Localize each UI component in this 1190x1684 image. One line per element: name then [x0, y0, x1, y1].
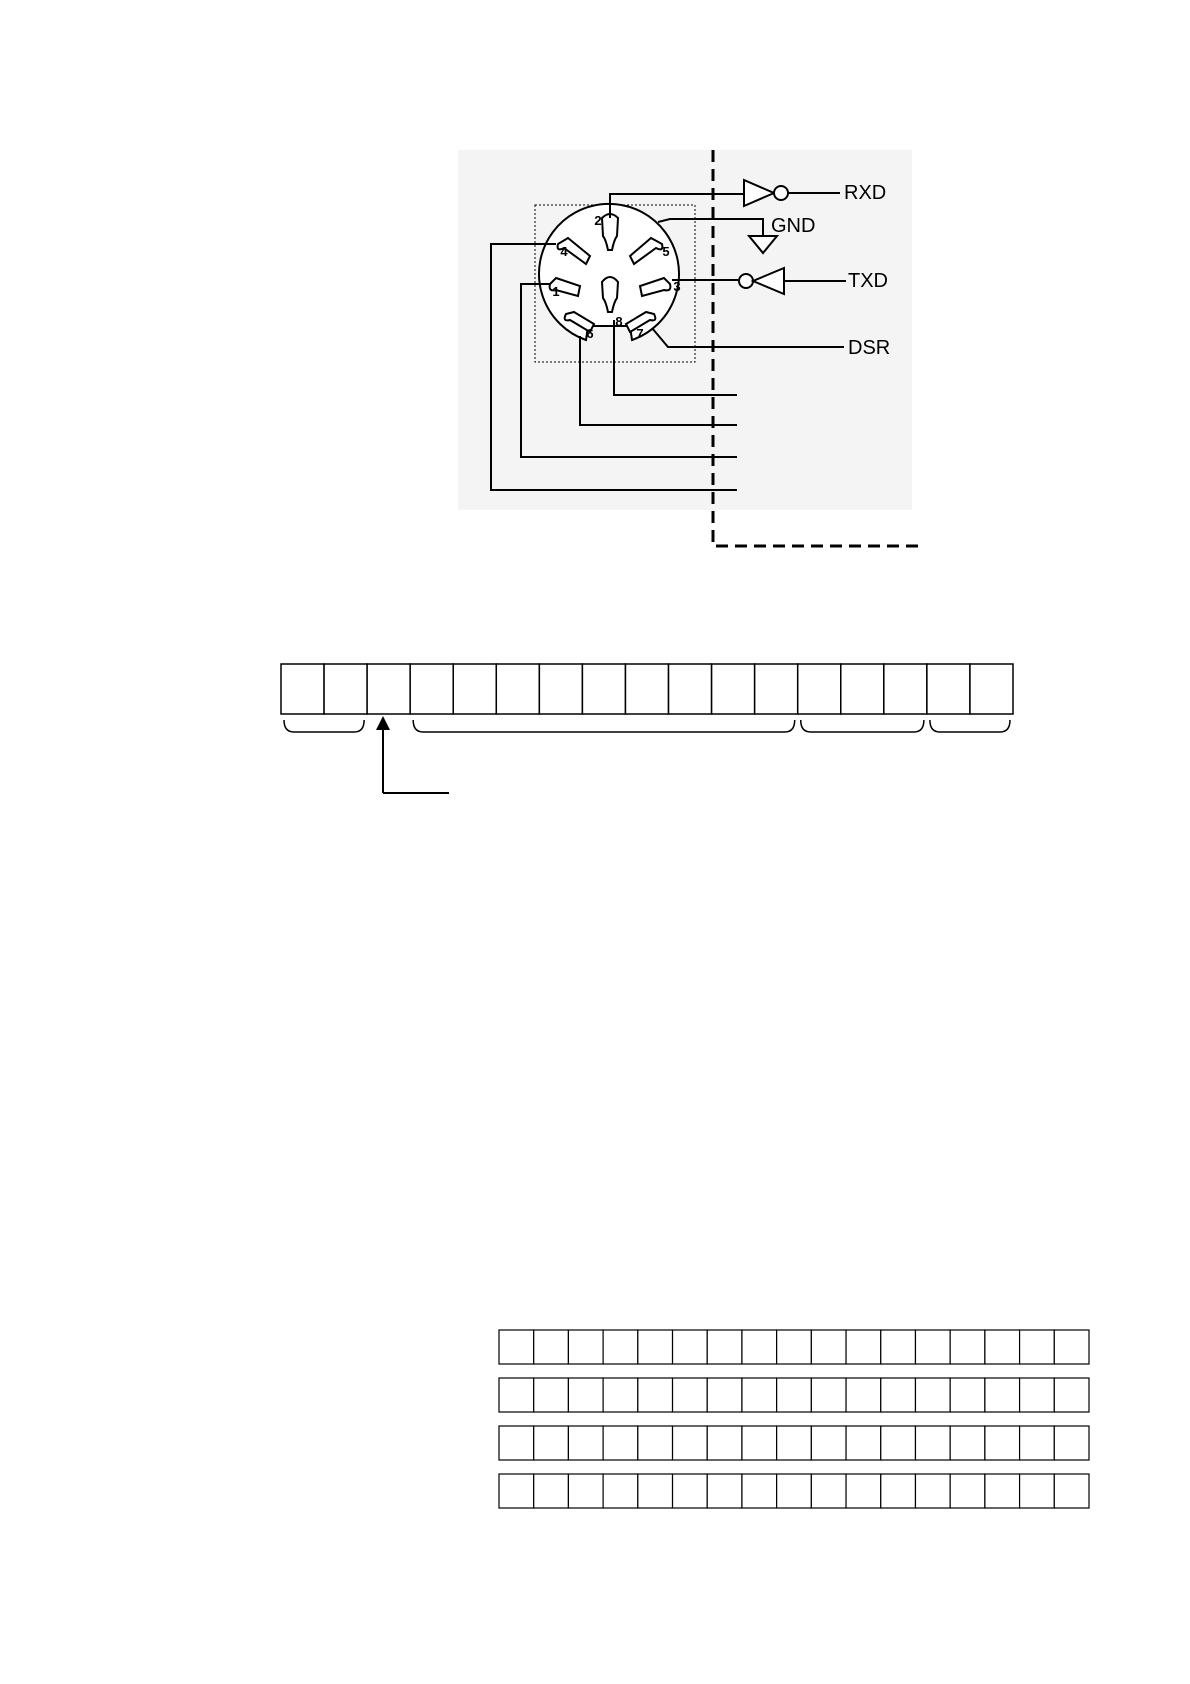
signal-label-dsr: DSR: [848, 337, 891, 359]
grid-cell: [950, 1426, 985, 1460]
grid-cell: [881, 1426, 916, 1460]
grid-cell: [499, 1330, 534, 1364]
grid-cell: [638, 1378, 673, 1412]
grid-cell: [1020, 1426, 1055, 1460]
pin-number-7: 7: [636, 326, 644, 341]
grid-cell: [1020, 1474, 1055, 1508]
pin-number-2: 2: [594, 213, 602, 228]
grid-cell: [985, 1474, 1020, 1508]
grid-cell: [673, 1378, 708, 1412]
grid-cell: [534, 1330, 569, 1364]
grid-cell: [1054, 1330, 1089, 1364]
grid-cell: [707, 1474, 742, 1508]
grid-cell: [742, 1474, 777, 1508]
grid-cell: [985, 1426, 1020, 1460]
grid-cell: [915, 1378, 950, 1412]
grid-cell: [985, 1330, 1020, 1364]
grid-cell: [846, 1474, 881, 1508]
grid-cell: [534, 1378, 569, 1412]
grid-cell: [707, 1378, 742, 1412]
frame-cell: [712, 664, 755, 714]
grid-cell: [1054, 1378, 1089, 1412]
signal-label-gnd: GND: [771, 215, 816, 237]
frame-cell: [798, 664, 841, 714]
frame-cell: [367, 664, 410, 714]
grid-cell: [811, 1330, 846, 1364]
grid-cell: [707, 1426, 742, 1460]
grid-cell: [777, 1330, 812, 1364]
frame-cell: [970, 664, 1013, 714]
signal-label-rxd: RXD: [844, 182, 887, 204]
frame-cell: [755, 664, 798, 714]
frame-cell: [841, 664, 884, 714]
grid-cell: [881, 1378, 916, 1412]
signal-label-txd: TXD: [848, 270, 888, 292]
frame-cell: [324, 664, 367, 714]
grid-cell: [673, 1330, 708, 1364]
grid-cell: [950, 1330, 985, 1364]
group-bracket: [413, 720, 795, 732]
frame-cell: [410, 664, 453, 714]
pin-number-4: 4: [560, 244, 568, 259]
frame-cell: [496, 664, 539, 714]
grid-cell: [846, 1330, 881, 1364]
frame-cell: [582, 664, 625, 714]
frame-cell: [669, 664, 712, 714]
data-format-frame: [281, 664, 1013, 714]
grid-cell: [1020, 1330, 1055, 1364]
grid-cell: [603, 1474, 638, 1508]
grid-cell: [638, 1330, 673, 1364]
pin-number-3: 3: [673, 279, 681, 294]
grid-cell: [499, 1378, 534, 1412]
pin-number-5: 5: [662, 244, 670, 259]
frame-cell: [927, 664, 970, 714]
grid-cell: [915, 1474, 950, 1508]
grid-cell: [568, 1426, 603, 1460]
grid-cell: [811, 1426, 846, 1460]
grid-cell: [950, 1378, 985, 1412]
grid-cell: [881, 1330, 916, 1364]
pin-number-6: 6: [586, 326, 594, 341]
grid-cell: [534, 1426, 569, 1460]
data-format-arrowhead: [376, 716, 390, 730]
grid-cell: [950, 1474, 985, 1508]
grid-cell: [638, 1426, 673, 1460]
grid-cell: [777, 1378, 812, 1412]
grid-cell: [603, 1330, 638, 1364]
pin-number-1: 1: [552, 284, 560, 299]
grid-cell: [1020, 1378, 1055, 1412]
grid-cell: [985, 1378, 1020, 1412]
data-format-arrow-line: [383, 720, 449, 793]
frame-cell: [884, 664, 927, 714]
grid-cell: [777, 1426, 812, 1460]
character-grid: [499, 1330, 1089, 1508]
grid-cell: [638, 1474, 673, 1508]
grid-cell: [742, 1378, 777, 1412]
grid-cell: [811, 1474, 846, 1508]
group-bracket: [801, 720, 924, 732]
grid-cell: [499, 1474, 534, 1508]
pin-number-8: 8: [615, 314, 623, 329]
grid-cell: [1054, 1426, 1089, 1460]
grid-cell: [777, 1474, 812, 1508]
grid-cell: [742, 1330, 777, 1364]
grid-cell: [673, 1426, 708, 1460]
grid-cell: [915, 1426, 950, 1460]
grid-cell: [846, 1426, 881, 1460]
grid-cell: [811, 1378, 846, 1412]
grid-cell: [603, 1378, 638, 1412]
grid-cell: [915, 1330, 950, 1364]
grid-cell: [568, 1474, 603, 1508]
group-bracket: [284, 720, 364, 732]
grid-cell: [568, 1378, 603, 1412]
group-bracket: [930, 720, 1010, 732]
grid-cell: [499, 1426, 534, 1460]
grid-cell: [742, 1426, 777, 1460]
grid-cell: [568, 1330, 603, 1364]
grid-cell: [534, 1474, 569, 1508]
frame-cell: [539, 664, 582, 714]
grid-cell: [881, 1474, 916, 1508]
grid-cell: [846, 1378, 881, 1412]
frame-cell: [281, 664, 324, 714]
frame-cell: [625, 664, 668, 714]
grid-cell: [673, 1474, 708, 1508]
frame-cell: [453, 664, 496, 714]
grid-cell: [707, 1330, 742, 1364]
data-format-brackets: [284, 720, 1010, 732]
grid-cell: [1054, 1474, 1089, 1508]
grid-cell: [603, 1426, 638, 1460]
